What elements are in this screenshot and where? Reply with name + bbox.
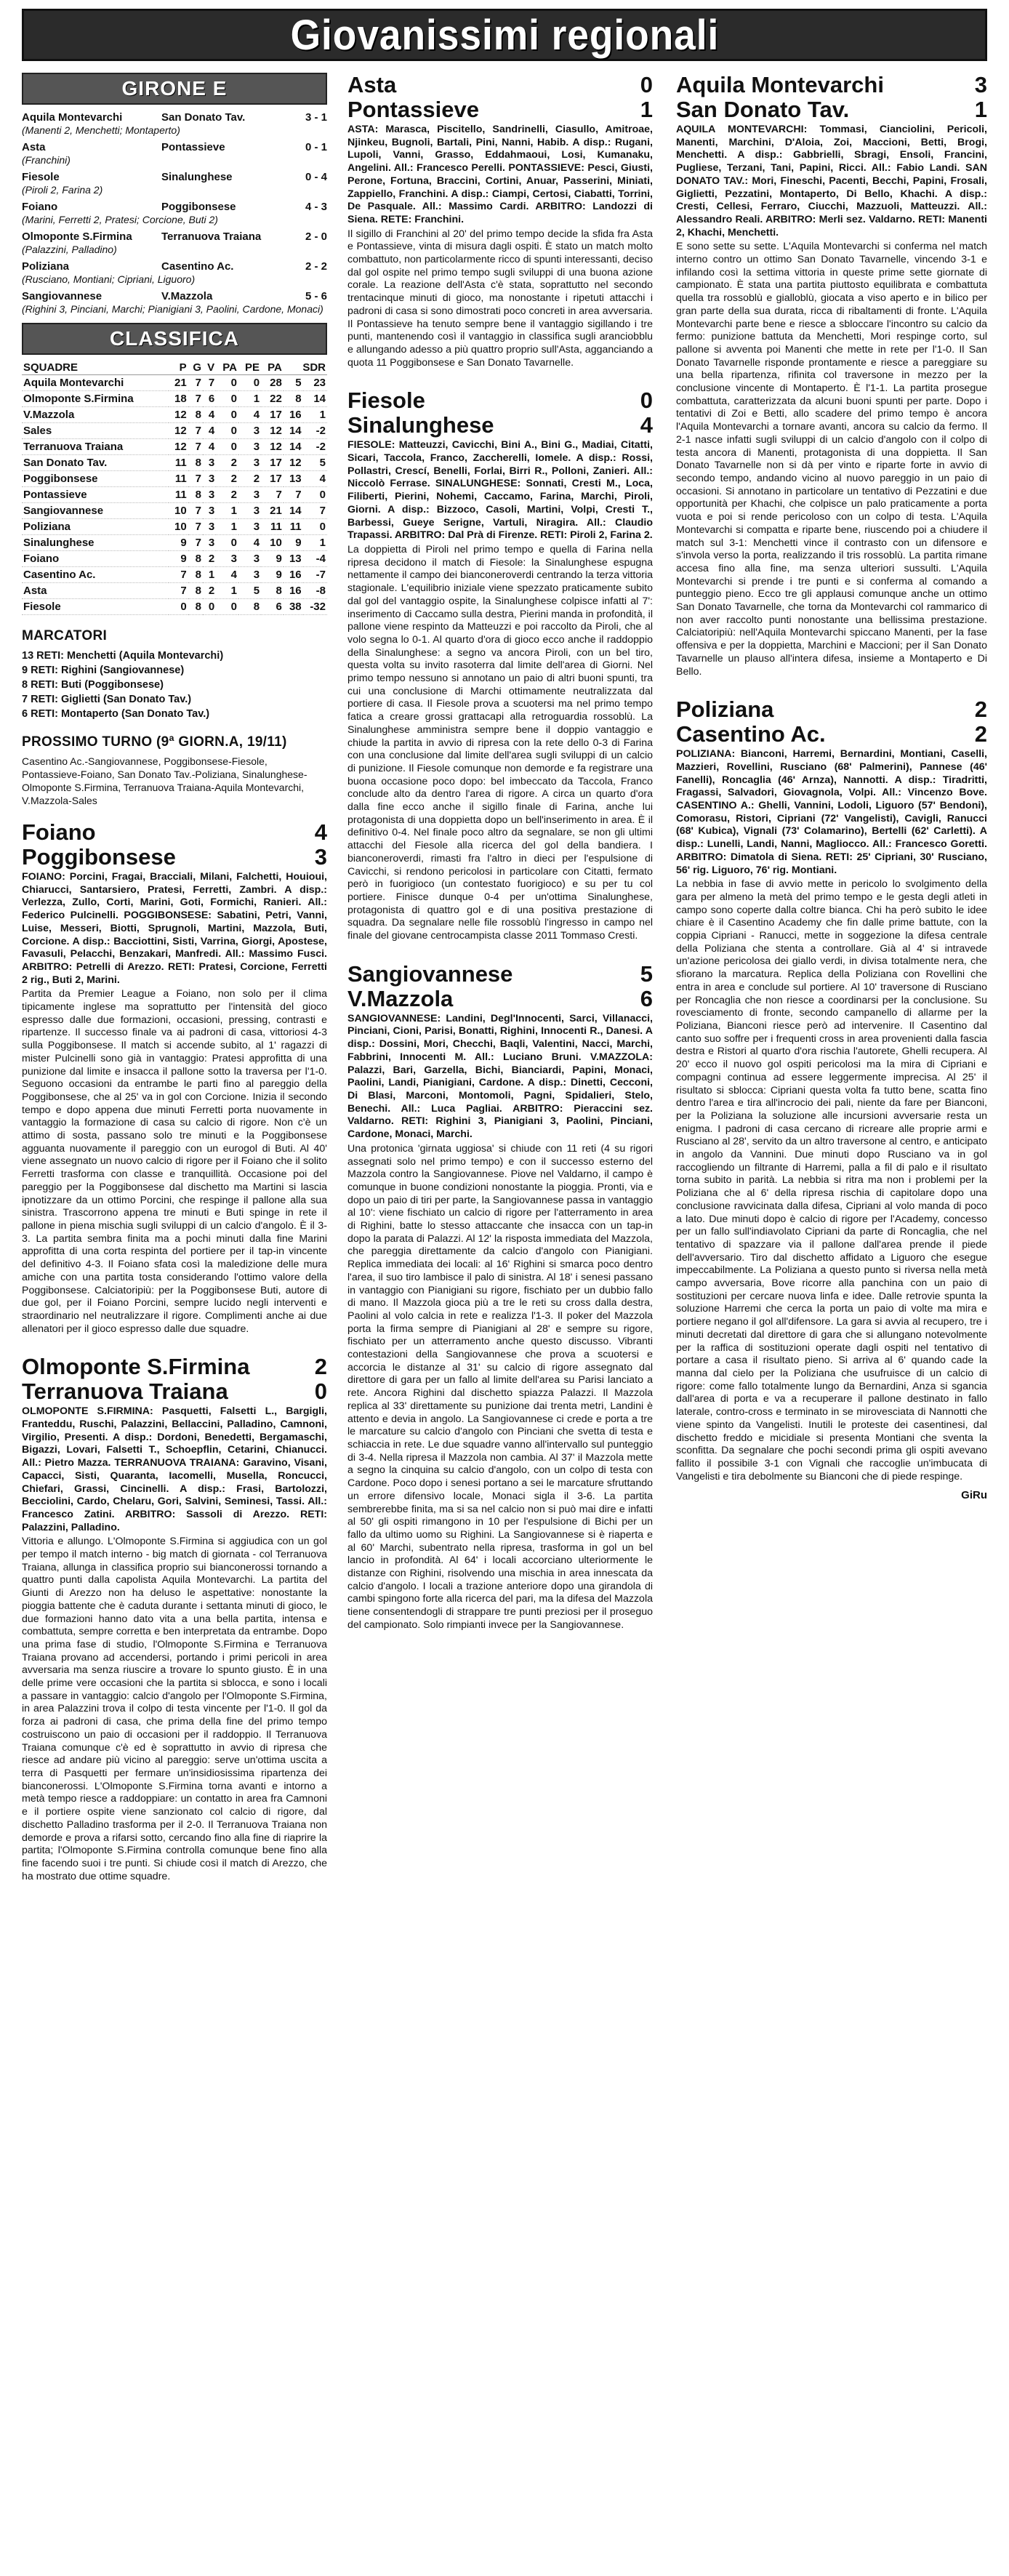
column-left-articles <box>22 820 327 1883</box>
standings-value: 9 <box>169 551 188 567</box>
match-away-name: Poggibonsese <box>22 844 176 870</box>
standings-value: 4 <box>303 471 327 487</box>
standings-team: Poggibonsese <box>22 471 169 487</box>
marcatore-line: 13 RETI: Menchetti (Aquila Montevarchi) <box>22 650 224 662</box>
standings-value: 14 <box>303 391 327 407</box>
match-report: Il sigillo di Franchini al 20' del primo tempo decide la sfida fra Asta e Pontassieve, vinta di misura dagli ospiti. È stato un match molto combattuto, non particolarmente ricco di spunti interessanti, deciso dal gol ospite nel primo tempo sugli sviluppi di una buona azione corale. La reazione dell'Asta c'è stata, soprattutto nel secondo trentacinque minuti di gioco, ma nonostante i ripetuti attacchi i padroni di casa si sono dimostrati poco concreti in area avversaria. Il Pontassieve ha tenuto sempre bene il vantaggio sigillando i tre punti, mantenendo così il vantaggio in classifica sugli aranciobblu e allungando adesso a più quattro proprio sull'Asta, agganciando a quota 11 Poggibonsese e San Donato Tavarnelle. <box>347 228 653 369</box>
standings-table <box>22 361 327 615</box>
match-home-name: Sangiovannese <box>347 960 513 987</box>
standings-value: 11 <box>169 455 188 471</box>
standings-value: 7 <box>169 583 188 599</box>
match-home-team: Asta <box>22 141 46 153</box>
match-home-header <box>676 73 987 97</box>
standings-value: 14 <box>284 503 303 519</box>
standings-value: 18 <box>169 391 188 407</box>
marcatore-line: 9 RETI: Righini (Sangiovannese) <box>22 665 185 676</box>
standings-value: -2 <box>303 439 327 455</box>
match-home-team: Fiesole <box>22 171 60 183</box>
standings-value: 0 <box>216 535 238 551</box>
match-report: E sono sette su sette. L'Aquila Montevarchi si conferma nel match interno contro un ottimo San Donato Tavarnelle, vincendo 3-1 e infilando così la settima vittoria in queste prime sette giornate di campionato. È stata una partita piuttosto equilibrata e combattuta quella tra rossoblù e gialloblù, giocata a viso aperto e in bilico per gran parte della sua durata, ricca di ribaltamenti di fronte. L'Aquila Montevarchi parte bene e riesce a sbloccare l'incontro su calcio da fermo: punizione battuta da Menchetti, Mori respinge corto, sul pallone si avventa poi Manenti che mette in rete per l'1-0. Il San Donato Tavarnelle risponde prontamente e riesce a pareggiare su una bella ripartenza, rifinita col traversone in mezzo per la conclusione vincente di Montaperto. È l'1-1. La partita prosegue combattuta, caratterizzata da alcuni buoni spunti per parte. Dopo i tentativi di Zoi e Betti, allo scadere del primo tempo è ancora l'Aquila Montevarchi a tornare avanti, ancora su calcio da fermo. Il 2-1 nasce infatti sugli sviluppi di un calcio d'angolo con il colpo di testa ancora di Manenti, protagonista di una doppietta. Il San Donato Tavarnelle non si dà per vinto e riparte forte in avvio di secondo tempo, andando vicino al nuovo pareggio in un paio di occasioni. Si annotano in particolare un tentativo di Pezzatini e due opportunità per Khachi, che colpisce un palo praticamente a porta vuota e poi si rende pericoloso con un colpo di testa. L'Aquila Montevarchi si compatta e riparte bene, riuscendo poi a chiudere il match sul 3-1: Menchetti vince il contrasto con un difensore e s'invola verso la porta, realizzando il tris rossoblù. La partita rimane accesa fino alla fine, ma senza ulteriori sussulti. L'Aquila Montevarchi si prende i tre punti e si conferma al comando a punteggio pieno. Ecco tre gli applausi comunque anche un ottimo San Donato Tavarnelle, che torna da Montevarchi col rammarico di non aver raccolto punti nonostante una bellissima prestazione. Calciatoripiù: nell'Aquila Montevarchi spiccano Manenti, per la fase offensiva e per la doppietta, Marchini e Maccioni; per il San Donato Tavarnelle un plauso all'intera difesa, insieme a Montaperto e Di Bello. <box>676 241 987 678</box>
standings-value: 13 <box>284 551 303 567</box>
match-report: Partita da Premier League a Foiano, non solo per il clima tipicamente inglese ma soprattutto per l'intensità del gioco espresso dalle due formazioni, occasioni, pressing, contrasti e ripartenze. Il successo finale va ai padroni di casa, vittoriosi 4-3 sulla Poggibonsese. Il match si accende subito, al 1' ragazzi di mister Pulcinelli sono già in vantaggio: Pratesi approfitta di una punizione dal limite e insacca il pallone sotto la traversa per l'1-0. Seguono occasioni da entrambe le parti fino al pareggio della Poggibonsese, che al 25' va in gol con Corcione. Inizia il secondo tempo e dopo appena due minuti Ferretti porta nuovamente in vantaggio la formazione di casa su calcio di rigore. Non c'è un attimo di sosta, passano solo tre minuti e la Poggibonsese agguanta nuovamente il pareggio con un eurogol di Buti. Al 40' viene assegnato un nuovo calcio di rigore per il Foiano che il solito Ferretti trasforma con classe e tranquillità. Occasione poi del pareggio per la Poggibonsese dal dischetto ma Martini si lascia ipnotizzare da un ottimo Porcini, che respinge il pallone alla sua sinistra. Trascorrono appena tre minuti e Buti spinge in rete il pallone in piena mischia sugli sviluppi di un calcio d'angolo. È il 3-3. La partita sembra finita ma a pochi minuti dalla fine Marini approfitta di una corta respinta del portiere per il tap-in vincente del definitivo 4-3. Il Foiano sfata così la maledizione delle mura amiche con una partita tosta considerando l'ottimo valore della Poggibonsese. Calciatoripiù: per la Poggibonsese Buti, autore di due gol, per il Foiano Porcini, sempre lucido negli interventi e straordinario nel neutralizzare il rigore. Complimenti anche ai due allenatori per il gioco espresso dalle due squadre. <box>22 988 327 1335</box>
standings-value: 3 <box>238 439 261 455</box>
standings-header-cell: PE <box>238 361 261 375</box>
standings-value: 4 <box>238 535 261 551</box>
standings-value: 8 <box>188 487 203 503</box>
match-away-header <box>676 97 987 122</box>
standings-value: 9 <box>284 535 303 551</box>
match-article <box>676 73 987 678</box>
match-away-team: Pontassieve <box>161 141 225 153</box>
standings-value: 23 <box>303 375 327 391</box>
match-away-team: V.Mazzola <box>161 290 213 302</box>
standings-value: -7 <box>303 567 327 583</box>
match-home-score: 2 <box>974 697 987 723</box>
standings-value: 28 <box>261 375 284 391</box>
standings-header-row <box>22 361 327 375</box>
column-left <box>22 73 327 2567</box>
standings-value: 12 <box>169 439 188 455</box>
standings-value: 17 <box>261 455 284 471</box>
standings-row <box>22 439 327 455</box>
standings-value: 3 <box>238 519 261 535</box>
standings-row <box>22 583 327 599</box>
match-report: Vittoria e allungo. L'Olmoponte S.Firmina si aggiudica con un gol per tempo il match interno - big match di giornata - col Terranuova Traiana, allunga in classifica proprio sui bianconerossi tornando a quattro punti dalla capolista Aquila Montevarchi. La partita del Giunti di Arezzo non ha deluso le aspettative: nonostante la pioggia battente che è caduta durante i settanta minuti di gioco, le due formazioni hanno dato vita a una bella partita, intensa e combattuta, sempre corretta e ben interpretata da entrambe. Dopo una prima fase di studio, l'Olmoponte S.Firmina e Terranuova Traiana provano ad accendersi, portando i primi pericoli in area avversaria ma senza riuscire a trovare lo spunto giusto. È in una delle prime vere occasioni che la partita si sblocca, e sono i locali a passare in vantaggio: calcio d'angolo per l'Olmoponte S.Firmina, in area Palazzini trova il colpo di testa vincente per l'1-0. Il gol da forza ai padroni di casa, che prima della fine del primo tempo costruiscono un paio di occasioni per il raddoppio. Il Terranuova Traiana comunque c'è ed è soprattutto in avvio di ripresa che riesce ad andare più vicino al pareggio: serve un'ottima uscita a terra di Pasquetti per fermare un'insidiosissima ripartenza dei bianconerossi. L'Olmoponte S.Firmina torna avanti e intorno a metà tempo riesce a raddoppiare: un contatto in area fra Camnoni e il portiere ospite viene sanzionato col calcio di rigore, dal dischetto Palladino trasforma per il 2-0. Il Terranuova Traiana non demorde e prova a rifarsi sotto, cercando fino alla fine di riaprire la partita; l'Olmoponte S.Firmina controlla comunque bene fino alla fine facendo suoi i tre punti. Si chiude così il match di Arezzo, che ha mostrato due ottime squadre. <box>22 1536 327 1882</box>
standings-value: 4 <box>216 567 238 583</box>
standings-value: 3 <box>203 535 216 551</box>
standings-value: 14 <box>284 423 303 439</box>
standings-value: 4 <box>203 407 216 423</box>
match-away-score: 0 <box>314 1379 327 1405</box>
standings-team: Aquila Montevarchi <box>22 375 169 391</box>
match-home-score: 2 <box>314 1354 327 1380</box>
match-home-score: 4 <box>314 819 327 845</box>
match-home-header <box>676 697 987 722</box>
match-lineups: OLMOPONTE S.FIRMINA: Pasquetti, Falsetti L., Bargigli, Franteddu, Ruschi, Palazzini, Bellaccini, Palladino, Camnoni, Virgilio, Presenti. A disp.: Dordoni, Benedetti, Bergamaschi, Bigazzi, Lovari, Falsetti T., Schoepflin, Cetarini, Chianucci. All.: Pietro Mazza. TERRANUOVA TRAIANA: Garavino, Visani, Capacci, Sisti, Quaranta, Iacomelli, Musella, Roncucci, Chiefari, Grassi, Cincinelli. A disp.: Frasi, Bartolozzi, Becciolini, Cardo, Chelaru, Gori, Salvini, Seminesi, Tassi. All.: Francesco Zatini. ARBITRO: Sassoli di Arezzo. RETI: Palazzini, Palladino. <box>22 1405 327 1533</box>
girone-title: GIRONE E <box>22 73 327 105</box>
standings-team: San Donato Tav. <box>22 455 169 471</box>
standings-value: 9 <box>261 567 284 583</box>
standings-value: 5 <box>303 455 327 471</box>
match-score: 3 - 1 <box>305 111 327 124</box>
match-article <box>22 820 327 1336</box>
standings-header-cell: SQUADRE <box>22 361 169 375</box>
standings-value: 9 <box>261 551 284 567</box>
match-lineups: FIESOLE: Matteuzzi, Cavicchi, Bini A., Bini G., Madiai, Citatti, Sicari, Taccola, Franco, Zaccherelli, Iomele. A disp.: Rossi, Pollastri, Crescí, Benelli, Forlai, Birri R., Polloni, Zanieri. All.: Niccolò Ferrase. SINALUNGHESE: Sonnati, Cresti M., Loca, Filiberti, Pierini, Nohemi, Caccamo, Farina, Marchi, Piroli, Giorni. A disp.: Bizzoco, Casoli, Martini, Volpi, Cresti T., Barbessi, Gueye Serigne, Vartuli, Niragira. All.: Claudio Trapassi. ARBITRO: Dal Prà di Firenze. RETI: Piroli 2, Farina 2. <box>347 439 653 542</box>
match-home-header <box>22 1355 327 1379</box>
standings-value: 5 <box>238 583 261 599</box>
match-report: Una protonica 'girnata uggiosa' si chiude con 11 reti (4 su rigori assegnati solo nel primo tempo) e con il successo esterno del Mazzola contro la Sangiovannese. Piove nel Valdarno, il campo è comunque in buone condizioni nonostante la pioggia. Pronti, via e dopo un paio di tiri per parte, la Sangiovannese passa in vantaggio al 10': viene fischiato un calcio di rigore per l'atterramento in area di Righini, batte lo stesso attaccante che insacca con un tap-in dopo la parata di Palazzi. Al 12' la risposta immediata del Mazzola, che pareggia direttamente da calcio d'angolo con Pianigiani. Replica immediata dei locali: al 16' Righini si smarca poco dentro l'area, il suo tiro lambisce il palo di sinistra. Al 18' i senesi passano in vantaggio con Pianigiani su rigore, fischiato per un dubbio fallo di mano. Il Mazzola gioca più a tre le reti su cross dalla destra, Paolini al volo calcia in rete e realizza l'1-3. Il poker del Mazzola porta la firma sempre di Pianigiani al 28' e sempre su rigore, fischiato per un atterramento anche questo discusso. Vibranti contestazioni della Sangiovannese che prova a scuotersi e accorcia le distanze al 31' su calcio di rigore assegnato dal direttore di gara per un fallo al limite dell'area su Parisi lanciato a rete. Ancora Righini dal dischetto spiazza Palazzi. Il Mazzola replica al 33' direttamente su punizione dai trenta metri, Landini è attento e devia in angolo. La Sangiovannese ci crede e porta a tre le marcature su calcio d'angolo con Pinciani che svetta di testa e schiaccia in rete. Le due squadre vanno all'intervallo sul punteggio di 3-4. Nella ripresa il Mazzola non cambia. Al 37' il Mazzola mette a segno la cinquina su calcio d'angolo, con un colpo di testa con Cardone. Poco dopo i senesi portano a sei le marcature sfruttando un errore difensivo locale, Monaci sigla il 3-6. La partita sembrerebbe finita, ma si sa nel calcio non si può mai dire e infatti al 50' gli ospiti rimangono in 10 per l'espulsione di Bichi per un fallo da ultimo uomo su Righini. La Sangiovannese si è riaperta e al 60' Marchi, subentrato nella ripresa, trasforma in gol un bel lancio in profondità. Al 64' i locali accorciano ulteriormente le distanze con Righini, risolvendo una mischia in area innescata da calcio d'angolo. I locali a trazione anteriore dopo una girandola di cambi spingono forte alla ricerca del pari, ma la difesa del Mazzola tiene consentendogli di strappare tre punti preziosi per il proseguo del campionato. Solo rimpianti invece per la Sangiovannese. <box>347 1142 653 1631</box>
standings-row <box>22 599 327 615</box>
standings-value: 12 <box>261 439 284 455</box>
classifica-title: CLASSIFICA <box>22 323 327 355</box>
standings-value: 8 <box>188 407 203 423</box>
standings-header-cell: G <box>188 361 203 375</box>
standings-team: Asta <box>22 583 169 599</box>
standings-value: 3 <box>238 423 261 439</box>
standings-value: 7 <box>188 391 203 407</box>
prossimo-turno-text: Casentino Ac.-Sangiovannese, Poggibonsese-Fiesole, Pontassieve-Foiano, San Donato Tav.-Poliziana, Sinalunghese-Olmoponte S.Firmina, Terranuova Traiana-Aquila Montevarchi, V.Mazzola-Sales <box>22 755 307 806</box>
standings-row <box>22 567 327 583</box>
standings-row <box>22 423 327 439</box>
match-home-name: Fiesole <box>347 388 425 414</box>
match-away-header <box>347 987 653 1011</box>
match-scorers: (Franchini) <box>22 154 71 166</box>
standings-value: 0 <box>216 391 238 407</box>
standings-row <box>22 391 327 407</box>
standings-value: 11 <box>169 487 188 503</box>
standings-team: Fiesole <box>22 599 169 615</box>
standings-value: 0 <box>216 599 238 615</box>
standings-header-cell: PA <box>216 361 238 375</box>
standings-value: 1 <box>203 567 216 583</box>
column-right-articles <box>676 73 987 1483</box>
match-away-header <box>347 413 653 438</box>
match-score: 2 - 0 <box>305 230 327 243</box>
match-away-team: San Donato Tav. <box>161 111 246 124</box>
girone-results <box>22 111 327 316</box>
match-result-row <box>22 230 327 244</box>
match-body <box>22 1405 327 1883</box>
standings-value: 11 <box>284 519 303 535</box>
match-home-team: Sangiovannese <box>22 290 102 302</box>
standings-value: 8 <box>238 599 261 615</box>
standings-value: 8 <box>284 391 303 407</box>
match-away-header <box>22 1379 327 1404</box>
standings-value: 14 <box>284 439 303 455</box>
standings-value: 7 <box>203 375 216 391</box>
match-body <box>347 1013 653 1632</box>
standings-team: Pontassieve <box>22 487 169 503</box>
standings-value: 6 <box>261 599 284 615</box>
match-scorers: (Righini 3, Pinciani, Marchi; Pianigiani 3, Paolini, Cardone, Monaci) <box>22 303 323 315</box>
match-body <box>347 439 653 942</box>
standings-value: 7 <box>188 375 203 391</box>
match-report: La doppietta di Piroli nel primo tempo e quella di Farina nella ripresa decidono il match di Fiesole: la Sinalunghese espugna nettamente il campo dei bianconeroverdi centrando la terza vittoria stagionale. L'equilibrio iniziale viene spezzato praticamente subito dal gol del vantaggio ospite, la Sinalunghese colpisce infatti al 7': inserimento di Caccamo sulla destra, Pierini manda in profondità, il pallone viene respinto da Matteuzzi e poi raccolto da Piroli, che al volo segna lo 0-1. Al quarto d'ora di gioco ecco anche il raddoppio della Sinalunghese: a segno va ancora Piroli, con un bel tiro, questa volta su invito rasoterra dal limite dell'area di Giorni. Nel primo tempo nessuno si annotano un paio di altri buoni spunti, tra cui una conclusione di Marchi ottimamente neutralizzata dal portiere di casa. Il Fiesole prova a scuotersi ma nel primo tempo fatica a creare grossi grattacapi alla retroguardia rossoblù. La Sinalunghese amministra sempre bene il doppio vantaggio e chiude la partita in avvio di ripresa con la rete dello 0-3 di Farina con una conclusione dal limite dell'area sugli sviluppi di un calcio di punizione. Il Fiesole comunque non demorde e fa registrare una buona occasione poco dopo: bel imbeccato da Taccola, Franco conclude alto da dentro l'area di rigore. A circa un quarto d'ora dalla fine ecco anche il sigillo finale di Farina, anche lui protagonista di una doppietta dopo un bell'inserimento in area. È il definitivo 0-4. Nel finale poco altro da segnalare, se non gli ultimi attacchi del Fiesole alla ricerca del gol della bandiera. I bianconeroverdi, rimasti fra l'altro in dieci per l'espulsione di Cavicchi, si rendono pericolosi in particolare con Citatti, fermato però in fuorigioco (un contestato fuorigioco) e su per tu col portiere. Finisce dunque 0-4 per un'ottima Sinalunghese, protagonista di quattro gol e di una positiva prestazione di squadra. Da segnalare nelle file rossoblù l'ingresso in campo nel finale del giovane centrocampista classe 2011 Tommaso Cresti. <box>347 543 653 942</box>
match-away-name: Terranuova Traiana <box>22 1379 228 1405</box>
standings-value: 1 <box>216 583 238 599</box>
match-away-team: Terranuova Traiana <box>161 230 262 243</box>
standings-row <box>22 535 327 551</box>
page-title: Giovanissimi regionali <box>290 11 719 59</box>
match-away-team: Poggibonsese <box>161 201 236 213</box>
match-home-score: 3 <box>974 73 987 97</box>
match-result-row <box>22 200 327 214</box>
standings-row <box>22 503 327 519</box>
standings-value: -8 <box>303 583 327 599</box>
standings-team: Sinalunghese <box>22 535 169 551</box>
standings-team: Foiano <box>22 551 169 567</box>
match-score: 0 - 4 <box>305 171 327 183</box>
match-article <box>347 962 653 1632</box>
standings-value: 0 <box>216 407 238 423</box>
match-article <box>347 73 653 369</box>
match-away-header <box>347 97 653 122</box>
standings-value: 10 <box>169 519 188 535</box>
match-home-score: 0 <box>640 388 653 414</box>
standings-value: 0 <box>216 423 238 439</box>
match-body <box>22 871 327 1336</box>
standings-value: 7 <box>188 519 203 535</box>
match-result-row <box>22 140 327 154</box>
standings-value: 1 <box>303 535 327 551</box>
standings-value: 12 <box>169 407 188 423</box>
match-lineups: SANGIOVANNESE: Landini, Degl'Innocenti, Sarci, Villanacci, Pinciani, Cioni, Parisi, Bonatti, Righini, Innocenti R., Danesi. A disp.: Dossini, Mori, Checchi, Baqli, Valentini, Nacci, Marchi, Fabbrini, Innocenti M. All.: Luciano Bruni. V.MAZZOLA: Palazzi, Bari, Garzella, Bichi, Bianciardi, Papini, Monaci, Paolini, Landi, Pianigiani, Cardone. A disp.: Dinetti, Cecconi, Di Blasi, Marconi, Montomoli, Pagni, Spidalieri, Stelo, Benechi. All.: Luca Pagliai. ARBITRO: Pieraccini sez. Valdarno. RETI: Righini 3, Pianigiani 3, Paolini, Pinciani, Cardone, Monaci, Marchi. <box>347 1012 653 1141</box>
standings-value: 8 <box>188 455 203 471</box>
standings-value: 9 <box>169 535 188 551</box>
match-score: 0 - 1 <box>305 141 327 153</box>
standings-value: 0 <box>169 599 188 615</box>
standings-value: 7 <box>261 487 284 503</box>
standings-value: 3 <box>203 503 216 519</box>
match-body <box>676 124 987 678</box>
standings-value: 5 <box>284 375 303 391</box>
standings-row <box>22 551 327 567</box>
standings-value: -32 <box>303 599 327 615</box>
standings-header-cell: PA <box>261 361 284 375</box>
standings-value: 10 <box>169 503 188 519</box>
standings-value: 3 <box>238 567 261 583</box>
standings-value: 7 <box>188 471 203 487</box>
standings-row <box>22 375 327 391</box>
standings-value: 0 <box>303 519 327 535</box>
standings-value: 3 <box>216 551 238 567</box>
match-scorers: (Rusciano, Montiani; Cipriani, Liguoro) <box>22 273 196 285</box>
match-away-name: Pontassieve <box>347 97 479 122</box>
standings-row <box>22 471 327 487</box>
match-home-header <box>347 962 653 987</box>
match-scorers: (Manenti 2, Menchetti; Montaperto) <box>22 124 180 136</box>
standings-value: 12 <box>261 423 284 439</box>
match-result-row <box>22 170 327 184</box>
match-scorers: (Marini, Ferretti 2, Pratesi; Corcione, Buti 2) <box>22 214 218 225</box>
match-report: La nebbia in fase di avvio mette in pericolo lo svolgimento della gara per almeno la metà del primo tempo e le gesta degli atleti in campo sono coperte dalla coltre bianca. Chi ha però subito le idee chiare è il Casentino Academy che fin dalle prime battute, con la coppia Cipriani - Ranucci, mette in soggezione la difesa centrale della Poliziana che stenta a controllare. Già al 4' si intravede un'azione pericolosa dei giallo verdi, in divisa totalmente nera, che sfiorano la marcatura. Replica della Poliziana con Rovellini che entra in area e conclude sul portiere. Al 10' traversone di Rusciano per Roncaglia che non riesce a coordinarsi per la conclusione. Su rovesciamento di fronte, secondo campanello di allarme per la Poliziana, Bianconi riesce però ad intervenire. Il Casentino dal canto suo soffre per i frequenti cross in area provenienti dalla fascia destra e Ristori al quarto d'ora rischia l'autorete, Ghelli recupera. Al 20' ecco il nuovo gol ospiti pericolosi ma la mira di Cipriani e compagni continua ad essere leggermente imprecisa. Al 25' il risultato si sblocca: Cipriani questa volta fa tutto bene, scatta fino dentro l'area e tira all'incrocio dei pali, niente da fare per Bianconi, per la Poliziana la soluzione alle incursioni avversarie resta un enigma. I padroni di casa cercano di ricreare alle proprie armi e Rusciano al 28', servito da un altro traversone al centro, e anticipato in angolo da Vannini. Due minuti dopo Rusciano va in gol raccogliendo un filtrante di Harremi, palla a fil di palo e il risultato torna subito in parità. La nebbia si ritra ma non i problemi per la Poliziana che al 6' della ripresa rischia di capitolare dopo una conclusione ravvicinata dalla difesa, Cipriani al volo manda di poco a lato. Due minuti dopo è calcio di rigore per l'Academy, concesso per un fallo sull'indiavolato Cipriani da parte di Roncaglia, che nel tentativo di spazzare via il pallone dall'area prende il piede dell'avversario. Tiro dal dischetto affidato a Liguoro che esegue impeccabilmente. La Poliziana a questo punto si riversa nella metà campo avversaria, Bove ricorre alla panchina con un paio di sostituzioni per cercare nuova linfa e idee. Dalle retrovie spunta la soluzione Harremi che cerca la porta un paio di volte ma mira e portiere negano il gol all'difensore. La gara si avvia al recupero, tre i minuti decretati dal direttore di gara che si allungano notevolmente per la raffica di sostituzioni operate dagli ospiti nel tentativo di portare a casa il risultato pieno. Si arriva al 6' quando cade la manna dal cielo per la Poliziana che usufruisce di un calcio di rigore: come fallo totalmente lungo da Bernardini, Anza si sganciа dall'area di porta e va a recuperare il pallone destinato in fallo laterale, contro-cross e terminato in se mirovesciata di Nannotti che viene spinto da Vangelisti. Inutili le proteste dei casentinesi, dal dischetto freddo e micidiale si presenta Montiani che sventa la sconfitta. Da segnalare che pochi secondi prima gli ospiti avevano fallito il possibile 3-1 con Vignali che raccoglie un'imbucata di Vangelisti e tira debolmente su Bianconi che di piede respinge. <box>676 878 987 1482</box>
standings-team: Terranuova Traiana <box>22 439 169 455</box>
standings-team: Olmoponte S.Firmina <box>22 391 169 407</box>
standings-team: Sangiovannese <box>22 503 169 519</box>
standings-value: 21 <box>169 375 188 391</box>
standings-value: 7 <box>169 567 188 583</box>
match-lineups: FOIANO: Porcini, Fragai, Bracciali, Milani, Falchetti, Houioui, Chiarucci, Santarsiero, Pratesi, Ferretti, Zambri. A disp.: Verlezza, Zullo, Corti, Marini, Goti, Formichi, Ranieri. All.: Federico Pulcinelli. POGGIBONSESE: Sabatini, Petri, Vanni, Luise, Messeri, Biotti, Sprugnoli, Martini, Mazzola, Buti, Corcione. A disp.: Bacciottini, Sisti, Varrina, Giorgi, Apostese, Favasuli, Pelacchi, Benzakari, Manfredi. All.: Massimo Fusci. ARBITRO: Petrelli di Arezzo. RETI: Pratesi, Corcione, Ferretti 2 rig., Buti 2, Marini. <box>22 871 327 986</box>
match-away-name: Sinalunghese <box>347 412 494 438</box>
match-home-name: Asta <box>347 73 397 97</box>
match-home-header <box>22 820 327 845</box>
standings-value: 1 <box>216 503 238 519</box>
standings-value: 0 <box>216 375 238 391</box>
match-away-score: 1 <box>974 97 987 122</box>
match-lineups: POLIZIANA: Bianconi, Harremi, Bernardini, Montiani, Caselli, Mazzieri, Rovellini, Rusciano (68' Palmerini), Pannese (46' Fanelli), Roncaglia (46' Arnza), Nannotti. A disp.: Tiradritti, Fragassi, Salvadori, Giovagnola, Volpi. All.: Vincenzo Bove. CASENTINO A.: Ghelli, Vannini, Lodoli, Liguoro (57' Bendoni), Comorasu, Ristori, Cipriani (72' Vangelisti), Cavigli, Ranucci (68' Kubica), Vignali (73' Colamarino), Bertelli (62' Carletti). A disp.: Lunelli, Landi, Nanni, Magliocco. All.: Francesco Goretti. ARBITRO: Dimatola di Siena. RETI: 25' Cipriani, 30' Rusciano, 56' rig. Liguoro, 76' rig. Montiani. <box>676 748 987 876</box>
match-scorers: (Piroli 2, Farina 2) <box>22 184 103 196</box>
match-home-team: Poliziana <box>22 260 70 273</box>
match-away-team: Sinalunghese <box>161 171 233 183</box>
standings-value: 7 <box>303 503 327 519</box>
standings-value: 12 <box>284 455 303 471</box>
standings-value: 16 <box>284 407 303 423</box>
match-article <box>22 1355 327 1883</box>
match-home-team: Foiano <box>22 201 58 213</box>
standings-value: 1 <box>238 391 261 407</box>
standings-value: 16 <box>284 567 303 583</box>
match-away-score: 3 <box>314 844 327 870</box>
match-away-header <box>22 845 327 870</box>
author-signature: GiRu <box>961 1489 987 1502</box>
column-middle <box>347 73 653 2567</box>
standings-header-cell: P <box>169 361 188 375</box>
standings-value: 21 <box>261 503 284 519</box>
standings-team: Sales <box>22 423 169 439</box>
standings-value: 7 <box>188 423 203 439</box>
standings-value: 2 <box>203 583 216 599</box>
standings-value: 13 <box>284 471 303 487</box>
match-article <box>676 697 987 1483</box>
marcatori-title: MARCATORI <box>22 628 108 643</box>
standings-value: 1 <box>216 519 238 535</box>
standings-header-cell: SDR <box>284 361 327 375</box>
standings-value: -4 <box>303 551 327 567</box>
match-body <box>676 748 987 1483</box>
match-home-name: Foiano <box>22 819 96 845</box>
standings-value: 3 <box>238 503 261 519</box>
match-body <box>347 124 653 369</box>
match-result-row <box>22 289 327 303</box>
match-scorers: (Palazzini, Palladino) <box>22 244 117 255</box>
standings-value: 12 <box>169 423 188 439</box>
match-home-team: Olmoponte S.Firmina <box>22 230 132 243</box>
match-result-row <box>22 111 327 124</box>
standings-value: 8 <box>188 599 203 615</box>
standings-team: Poliziana <box>22 519 169 535</box>
standings-value: 7 <box>284 487 303 503</box>
prossimo-turno-title: PROSSIMO TURNO (9ª GIORN.A, 19/11) <box>22 734 287 750</box>
standings-value: 7 <box>188 439 203 455</box>
match-home-header <box>347 388 653 413</box>
match-lineups: AQUILA MONTEVARCHI: Tommasi, Cianciolini, Pericoli, Manenti, Marchini, D'Aloia, Zoi, Maccioni, Betti, Brogi, Menchetti. A disp.: Gabbrielli, Sbragi, Ensoli, Francini, Pugliese, Terzani, Tani, Papini, Ricci. All.: Fabio Landi. SAN DONATO TAV.: Mori, Fineschi, Pacenti, Becchi, Papini, Frosali, Giglietti, Pezzatini, Montaperto, Di Bello, Khachi. A disp.: Cresti, Cellesi, Ferraro, Ciucchi, Mazzuoli, Matteuzzi. All.: Alessandro Reali. ARBITRO: Merli sez. Valdarno. RETI: Manenti 2, Khachi, Menchetti. <box>676 124 987 238</box>
standings-value: 11 <box>261 519 284 535</box>
standings-value: 3 <box>238 487 261 503</box>
standings-header-cell: V <box>203 361 216 375</box>
match-lineups: ASTA: Marasca, Piscitello, Sandrinelli, Ciasullo, Amitroae, Njinkeu, Bugnoli, Bartali, Pini, Nanni, Habib. A disp.: Rugani, Lupoli, Vanni, Grasso, Eddahmaoui, Losi, Kumanaku, Angelini. All.: Francesco Perelli. PONTASSIEVE: Pesci, Giusti, Perone, Fortuna, Braccini, Cortini, Anuar, Passerini, Miniati, Zappiello, Franchini. A disp.: Ciampi, Certosi, Ciabatti, Torrini, De Pasquale. All.: Massimo Cardi. ARBITRO: Landozzi di Siena. RETE: Franchini. <box>347 124 653 225</box>
match-score: 2 - 2 <box>305 260 327 273</box>
match-home-name: Olmoponte S.Firmina <box>22 1354 250 1380</box>
standings-row <box>22 455 327 471</box>
standings-value: 0 <box>238 375 261 391</box>
marcatori-list <box>22 649 327 721</box>
standings-value: 3 <box>203 487 216 503</box>
match-away-name: V.Mazzola <box>347 985 454 1011</box>
standings-value: 2 <box>238 471 261 487</box>
standings-value: 4 <box>203 423 216 439</box>
standings-value: 2 <box>216 487 238 503</box>
match-away-score: 4 <box>640 412 653 438</box>
standings-team: Casentino Ac. <box>22 567 169 583</box>
standings-value: 16 <box>284 583 303 599</box>
standings-value: 6 <box>203 391 216 407</box>
standings-team: V.Mazzola <box>22 407 169 423</box>
match-away-header <box>676 722 987 747</box>
standings-value: 0 <box>303 487 327 503</box>
standings-row <box>22 407 327 423</box>
standings-value: 8 <box>188 583 203 599</box>
match-article <box>347 388 653 942</box>
marcatore-line: 7 RETI: Giglietti (San Donato Tav.) <box>22 694 192 705</box>
standings-value: 1 <box>303 407 327 423</box>
match-score: 4 - 3 <box>305 201 327 213</box>
page-masthead <box>22 9 987 61</box>
standings-value: 2 <box>216 471 238 487</box>
standings-value: 3 <box>238 455 261 471</box>
standings-value: 3 <box>203 519 216 535</box>
marcatore-line: 6 RETI: Montaperto (San Donato Tav.) <box>22 708 210 720</box>
standings-value: 2 <box>203 551 216 567</box>
standings-value: 11 <box>169 471 188 487</box>
standings-value: 4 <box>238 407 261 423</box>
standings-value: 17 <box>261 471 284 487</box>
standings-value: 3 <box>203 455 216 471</box>
standings-row <box>22 487 327 503</box>
match-result-row <box>22 260 327 273</box>
match-away-name: Casentino Ac. <box>676 721 826 747</box>
standings-value: 7 <box>188 503 203 519</box>
standings-value: 10 <box>261 535 284 551</box>
standings-value: 0 <box>216 439 238 455</box>
standings-value: 8 <box>188 567 203 583</box>
standings-value: 8 <box>261 583 284 599</box>
standings-row <box>22 519 327 535</box>
match-home-team: Aquila Montevarchi <box>22 111 123 124</box>
standings-value: 7 <box>188 535 203 551</box>
match-home-score: 0 <box>640 73 653 97</box>
standings-value: 0 <box>203 599 216 615</box>
match-away-score: 1 <box>640 97 653 122</box>
standings-value: 3 <box>238 551 261 567</box>
standings-value: 4 <box>203 439 216 455</box>
standings-value: 22 <box>261 391 284 407</box>
match-home-score: 5 <box>640 960 653 987</box>
standings-value: 3 <box>203 471 216 487</box>
standings-value: 8 <box>188 551 203 567</box>
marcatore-line: 8 RETI: Buti (Poggibonsese) <box>22 679 164 691</box>
column-middle-articles <box>347 73 653 1632</box>
match-away-score: 6 <box>640 985 653 1011</box>
match-score: 5 - 6 <box>305 290 327 302</box>
standings-body <box>22 375 327 615</box>
match-home-name: Poliziana <box>676 697 774 723</box>
match-away-team: Casentino Ac. <box>161 260 234 273</box>
match-home-name: Aquila Montevarchi <box>676 73 884 97</box>
match-away-score: 2 <box>974 721 987 747</box>
column-right <box>676 73 987 2567</box>
match-home-header <box>347 73 653 97</box>
standings-value: 38 <box>284 599 303 615</box>
standings-value: -2 <box>303 423 327 439</box>
standings-value: 2 <box>216 455 238 471</box>
match-away-name: San Donato Tav. <box>676 97 850 122</box>
standings-value: 17 <box>261 407 284 423</box>
